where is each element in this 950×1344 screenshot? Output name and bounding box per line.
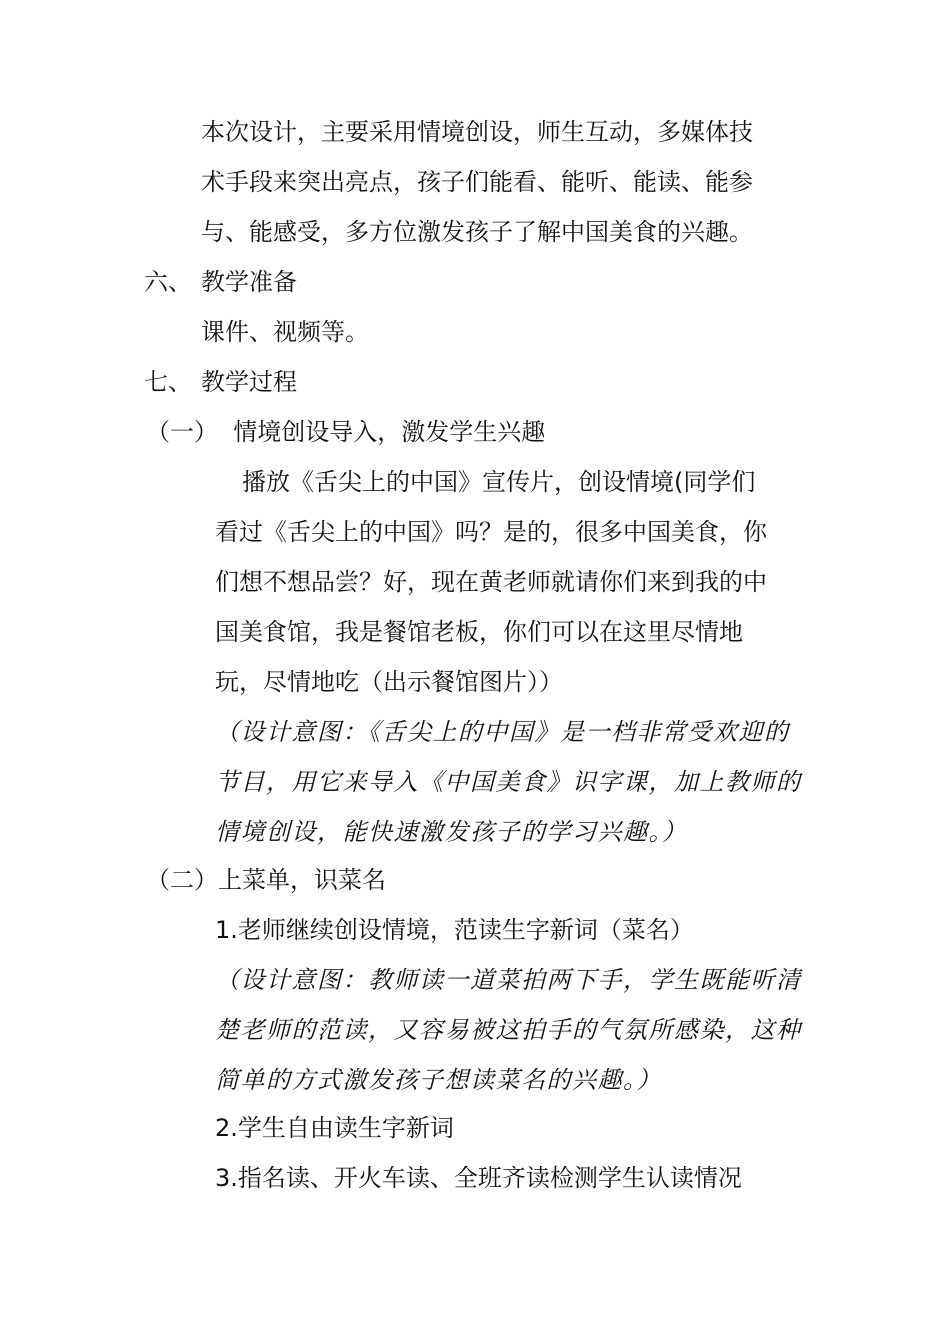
part-2-step-2: 2.学生自由读生字新词 [215, 1114, 454, 1142]
design-paragraph-line: 本次设计，主要采用情境创设，师生互动，多媒体技 [201, 118, 753, 146]
part-1-intent-line: 节目，用它来导入《中国美食》识字课，加上教师的 [215, 768, 802, 796]
section-6-content: 课件、视频等。 [201, 318, 369, 346]
part-2-intent-line: （设计意图：教师读一道菜拍两下手，学生既能听清 [215, 966, 802, 994]
part-1-intent-line: 情境创设，能快速激发孩子的学习兴趣。） [215, 818, 688, 846]
part-2-intent-line: 简单的方式激发孩子想读菜名的兴趣。） [215, 1066, 662, 1094]
part-1-body-line: 国美食馆，我是餐馆老板，你们可以在这里尽情地 [215, 618, 743, 646]
section-6-number: 六、 [144, 268, 192, 296]
part-1-body-line: 玩，尽情地吃（出示餐馆图片）） [215, 668, 563, 696]
section-7-title: 教学过程 [201, 368, 297, 396]
part-1-body-line: 们想不想品尝？好，现在黄老师就请你们来到我的中 [215, 568, 767, 596]
design-paragraph-line: 与、能感受，多方位激发孩子了解中国美食的兴趣。 [201, 218, 753, 246]
part-2-heading: （二）上菜单，识菜名 [146, 866, 386, 894]
section-6-title: 教学准备 [201, 268, 297, 296]
part-2-step-3: 3.指名读、开火车读、全班齐读检测学生认读情况 [215, 1164, 742, 1192]
part-1-intent-line: （设计意图：《舌尖上的中国》是一档非常受欢迎的 [215, 718, 790, 746]
design-paragraph-line: 术手段来突出亮点，孩子们能看、能听、能读、能参 [201, 168, 753, 196]
part-1-body-line: 播放《舌尖上的中国》宣传片，创设情境(同学们 [242, 468, 756, 496]
part-1-body-line: 看过《舌尖上的中国》吗？是的，很多中国美食，你 [215, 518, 767, 546]
part-2-step-1: 1.老师继续创设情境，范读生字新词（菜名） [215, 916, 694, 944]
section-7-number: 七、 [144, 368, 192, 396]
part-1-heading: （一） 情境创设导入，激发学生兴趣 [146, 418, 546, 446]
part-2-intent-line: 楚老师的范读，又容易被这拍手的气氛所感染，这种 [215, 1016, 802, 1044]
